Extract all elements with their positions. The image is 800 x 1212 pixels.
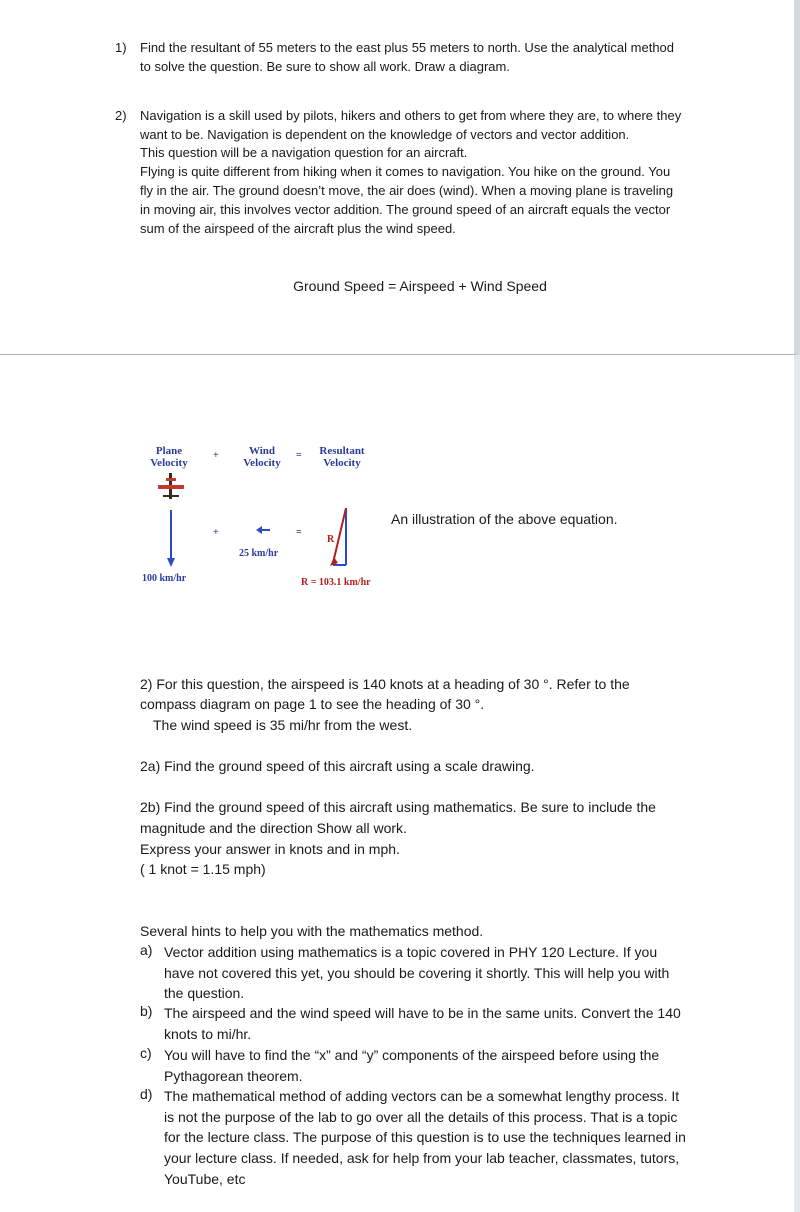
question-2a: 2a) Find the ground speed of this aircraft using a scale drawing. xyxy=(140,758,535,774)
airplane-icon xyxy=(158,473,184,499)
plus-sign: + xyxy=(213,527,219,538)
question-2b-line: 2b) Find the ground speed of this aircraft using mathematics. Be sure to include the xyxy=(140,799,656,815)
q2-intro-line: compass diagram on page 1 to see the heading of 30 °. xyxy=(140,696,485,712)
question-2-line: want to be. Navigation is dependent on the knowledge of vectors and vector addition. xyxy=(140,127,630,142)
hint-d-letter: d) xyxy=(140,1086,153,1102)
equals-sign: = xyxy=(296,450,302,461)
question-1-line-2: to solve the question. Be sure to show all work. Draw a diagram. xyxy=(140,59,510,74)
q2-intro-line: 2) For this question, the airspeed is 140 knots at a heading of 30 °. Refer to the xyxy=(140,676,630,692)
hint-c-letter: c) xyxy=(140,1045,152,1061)
resultant-r-letter: R xyxy=(327,534,335,545)
question-2-line: Flying is quite different from hiking when it comes to navigation. You hike on the ground. You xyxy=(140,164,671,179)
plus-sign: + xyxy=(213,450,219,461)
resultant-speed-label: R = 103.1 km/hr xyxy=(301,577,371,588)
question-2b-line: Express your answer in knots and in mph. xyxy=(140,841,400,857)
scrollbar-thumb[interactable] xyxy=(794,0,800,355)
plane-velocity-label: Plane Velocity xyxy=(150,445,188,469)
hint-a: Vector addition using mathematics is a topic covered in PHY 120 Lecture. If you have not covered this yet, you should be covering it shortly. This will help you with the question. xyxy=(164,944,670,1002)
hints-title: Several hints to help you with the mathematics method. xyxy=(140,923,484,939)
hint-c: You will have to find the “x” and “y” components of the airspeed before using the Pythagorean theorem. xyxy=(164,1047,660,1084)
ground-speed-equation: Ground Speed = Airspeed + Wind Speed xyxy=(293,278,547,294)
question-2-line: Navigation is a skill used by pilots, hikers and others to get from where they are, to where they xyxy=(140,108,682,123)
hint-b: The airspeed and the wind speed will have to be in the same units. Convert the 140 knots to mi/hr. xyxy=(164,1005,681,1042)
question-2-line: fly in the air. The ground doesn’t move, the air does (wind). When a moving plane is traveling xyxy=(140,183,674,198)
question-2b-line: ( 1 knot = 1.15 mph) xyxy=(140,861,266,877)
q2-intro-line: The wind speed is 35 mi/hr from the west. xyxy=(153,717,413,733)
question-2b-line: magnitude and the direction Show all work. xyxy=(140,820,407,836)
question-1-line-1: Find the resultant of 55 meters to the east plus 55 meters to north. Use the analytical method xyxy=(140,40,675,55)
question-2-number: 2) xyxy=(115,108,127,123)
page-divider xyxy=(0,354,796,355)
plane-speed-label: 100 km/hr xyxy=(142,573,187,584)
equals-sign: = xyxy=(296,527,302,538)
hint-d: The mathematical method of adding vectors can be a somewhat lengthy process. It is not the purpose of the lab to go over all the details of this process. That is a topic for the lecture class. The purpose of this question is to use the techniques learned in your lecture class. If needed, ask for help from your lab teacher, classmates, tutors, YouTube, etc xyxy=(164,1088,686,1187)
wind-velocity-label: Wind Velocity xyxy=(243,445,281,469)
resultant-velocity-label: Resultant Velocity xyxy=(319,445,365,469)
question-2-line: in moving air, this involves vector addition. The ground speed of an aircraft equals the vector xyxy=(140,202,671,217)
wind-velocity-arrow xyxy=(256,526,270,534)
question-2-line: sum of the airspeed of the aircraft plus the wind speed. xyxy=(140,221,456,236)
diagram-caption: An illustration of the above equation. xyxy=(391,511,618,527)
question-1-number: 1) xyxy=(115,40,127,55)
hint-b-letter: b) xyxy=(140,1003,153,1019)
question-2-line: This question will be a navigation question for an aircraft. xyxy=(140,145,468,160)
hint-a-letter: a) xyxy=(140,942,153,958)
wind-speed-label: 25 km/hr xyxy=(239,548,279,559)
vertical-scrollbar[interactable] xyxy=(794,0,800,1212)
plane-velocity-arrow xyxy=(167,510,175,567)
